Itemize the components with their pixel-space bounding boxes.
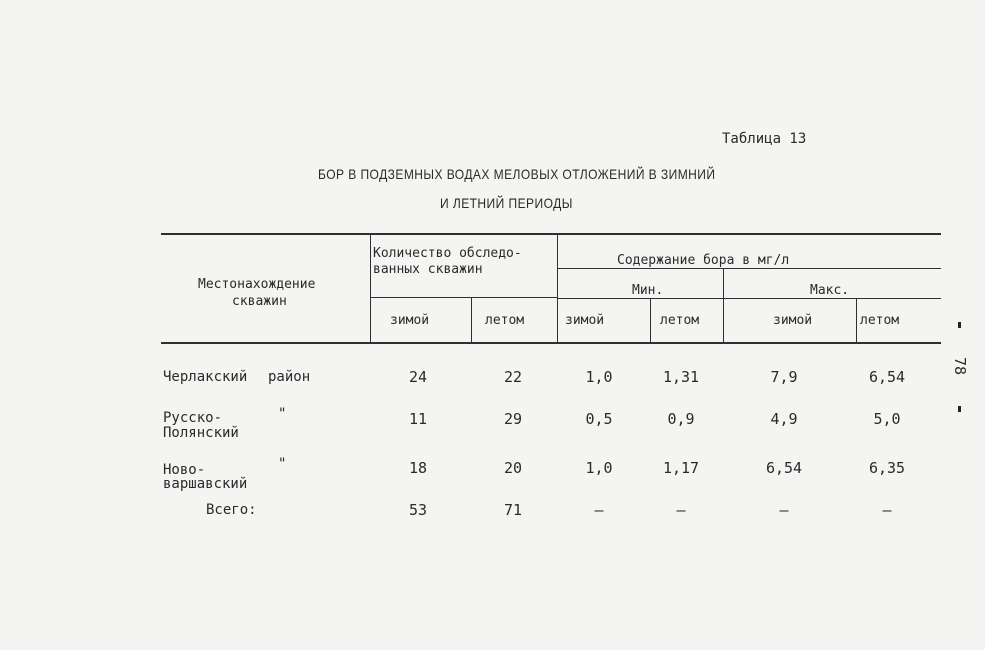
row1-suffix: район	[268, 369, 311, 385]
table-header-bottom-rule	[161, 342, 941, 344]
col-divider-4	[650, 298, 651, 343]
total-label: Всего:	[206, 502, 257, 518]
row3-name-line2: варшавский	[163, 476, 248, 492]
content-header-underline	[557, 268, 941, 269]
col-divider-6	[856, 298, 857, 343]
header-content: Содержание бора в мг/л	[617, 253, 790, 268]
row1-count-summer: 22	[503, 368, 523, 386]
row3-max-summer: 6,35	[868, 459, 906, 477]
header-count-line1: Количество обследо-	[373, 246, 522, 261]
table-top-rule	[161, 233, 941, 235]
row2-name-line2: Полянский	[163, 425, 239, 441]
margin-mark-bottom	[958, 406, 961, 412]
row2-count-winter: 11	[408, 410, 428, 428]
row2-count-summer: 29	[503, 410, 523, 428]
row2-ditto: "	[278, 406, 287, 422]
total-count-summer: 71	[503, 501, 523, 519]
header-min-summer: летом	[660, 313, 700, 328]
page-number: 78	[951, 356, 970, 376]
row2-min-summer: 0,9	[667, 410, 695, 428]
header-location-line1: Местонахождение	[198, 277, 316, 292]
row3-ditto: "	[278, 456, 287, 472]
row3-max-winter: 6,54	[765, 459, 803, 477]
table-title-line1: БОР В ПОДЗЕМНЫХ ВОДАХ МЕЛОВЫХ ОТЛОЖЕНИЙ В ЗИМНИЙ	[318, 166, 716, 182]
total-min-summer: –	[676, 501, 686, 519]
row1-min-winter: 1,0	[585, 368, 613, 386]
row3-name-line1: Ново-	[163, 462, 206, 478]
total-max-summer: –	[882, 501, 892, 519]
row3-min-summer: 1,17	[662, 459, 700, 477]
row2-min-winter: 0,5	[585, 410, 613, 428]
table-title-line2: И ЛЕТНИЙ ПЕРИОДЫ	[440, 195, 573, 211]
header-max-winter: зимой	[773, 313, 813, 328]
row3-count-winter: 18	[408, 459, 428, 477]
total-count-winter: 53	[408, 501, 428, 519]
header-count-winter: зимой	[390, 313, 430, 328]
header-location-line2: скважин	[232, 294, 287, 309]
header-count-line2: ванных скважин	[373, 262, 483, 277]
header-count-summer: летом	[485, 313, 525, 328]
row1-min-summer: 1,31	[662, 368, 700, 386]
row1-count-winter: 24	[408, 368, 428, 386]
margin-mark-top	[958, 322, 961, 328]
header-min-winter: зимой	[565, 313, 605, 328]
count-header-underline	[370, 297, 557, 298]
col-divider-3	[557, 235, 558, 343]
total-max-winter: –	[779, 501, 789, 519]
total-min-winter: –	[594, 501, 604, 519]
minmax-header-underline	[557, 298, 941, 299]
table-label: Таблица 13	[722, 131, 807, 147]
row1-max-summer: 6,54	[868, 368, 906, 386]
row1-name: Черлакский	[163, 369, 248, 385]
row2-name-line1: Русско-	[163, 410, 223, 426]
header-max: Макс.	[810, 283, 850, 298]
row2-max-summer: 5,0	[873, 410, 901, 428]
header-min: Мин.	[632, 283, 664, 298]
row3-min-winter: 1,0	[585, 459, 613, 477]
col-divider-1	[370, 235, 371, 343]
row1-max-winter: 7,9	[770, 368, 798, 386]
header-max-summer: летом	[860, 313, 900, 328]
col-divider-2	[471, 298, 472, 343]
row2-max-winter: 4,9	[770, 410, 798, 428]
row3-count-summer: 20	[503, 459, 523, 477]
col-divider-5	[723, 269, 724, 343]
